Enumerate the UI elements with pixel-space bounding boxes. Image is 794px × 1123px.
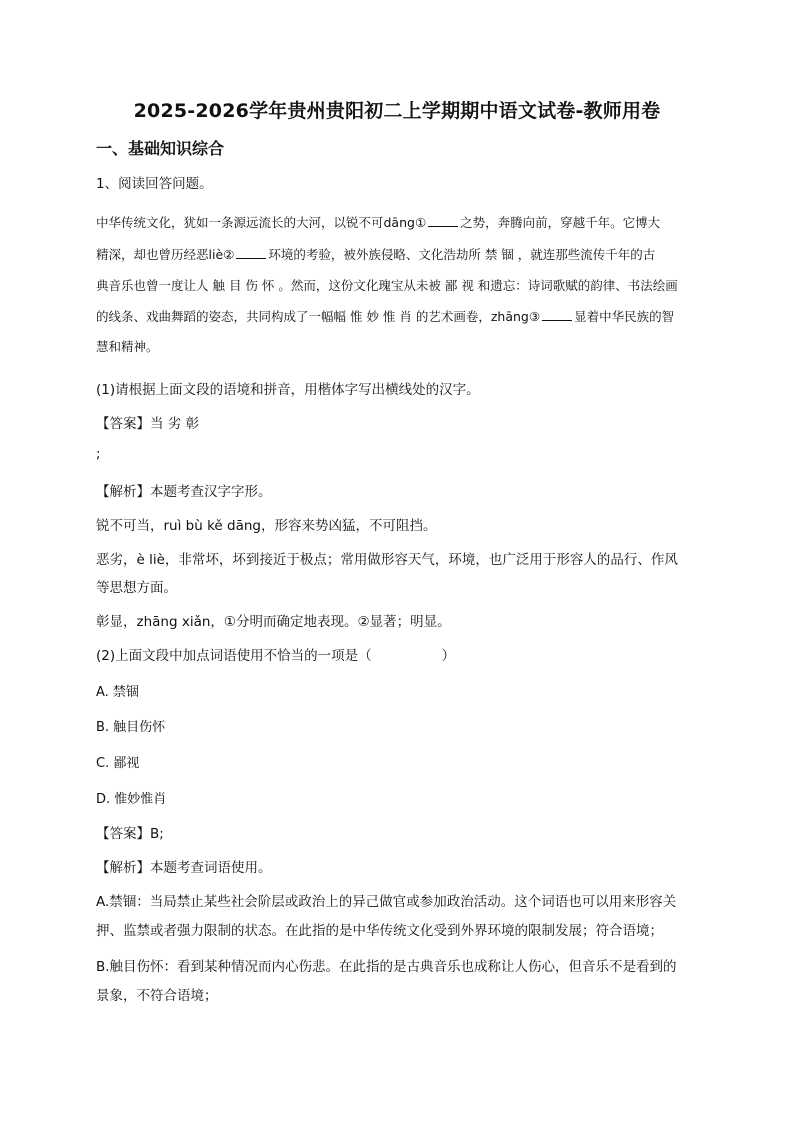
section-heading: 一、基础知识综合: [96, 139, 225, 158]
answer-label: 【答案】: [96, 416, 150, 432]
separator: ;: [96, 446, 101, 462]
analysis-a-line-1: A.禁锢：当局禁止某些社会阶层或政治上的异己做官或参加政治活动。这个词语也可以用来形容关: [96, 894, 677, 910]
passage-text: 的线条、戏曲舞蹈的姿态，共同构成了一幅幅 惟 妙 惟 肖 的艺术画卷，zhāng③: [96, 309, 541, 324]
passage-text: 环境的考验，被外族侵略、文化浩劫所 禁 锢 ，就连那些流传千年的古: [268, 247, 656, 262]
fill-blank-3[interactable]: [542, 309, 572, 321]
passage-text: 中华传统文化，犹如一条源远流长的大河，以锐不可dāng①: [96, 215, 427, 230]
analysis-b-line-1: B.触目伤怀：看到某种情况而内心伤悲。在此指的是古典音乐也成称让人伤心，但音乐不是看到的: [96, 959, 677, 975]
passage-line-2: [96, 245, 702, 263]
document-title: 2025-2026学年贵州贵阳初二上学期期中语文试卷-教师用卷: [133, 100, 661, 122]
explanation-2a: 恶劣，è liè，非常坏，坏到接近于极点；常用做形容天气，环境，也广泛用于形容人的品行、作风: [96, 552, 678, 568]
option-d: D. 惟妙惟肖: [96, 792, 167, 807]
sub-question-1: (1)请根据上面文段的语境和拼音，用楷体字写出横线处的汉字。: [96, 382, 480, 398]
passage-line-1: [96, 213, 702, 231]
explanation-3: 彰显，zhāng xiǎn，①分明而确定地表现。②显著；明显。: [96, 614, 451, 630]
answer-2: [96, 822, 164, 842]
answer-label: 【答案】: [96, 826, 150, 842]
analysis-label: 【解析】: [96, 860, 150, 876]
sub-question-2: [96, 644, 455, 664]
analysis-2: [96, 856, 272, 876]
fill-blank-1[interactable]: [428, 215, 458, 227]
question-bracket-end: ）: [441, 648, 456, 664]
passage-text: 显着中华民族的智: [574, 309, 675, 324]
question-text: (2)上面文段中加点词语使用不恰当的一项是（: [96, 648, 372, 664]
option-a: A. 禁锢: [96, 685, 139, 700]
answer-1: [96, 412, 199, 432]
passage-line-5: 慧和精神。: [96, 339, 159, 354]
analysis-text: 本题考查词语使用。: [150, 860, 272, 876]
explanation-2b: 等思想方面。: [96, 580, 177, 596]
question-1-prompt: 1、阅读回答问题。: [96, 176, 213, 192]
explanation-1: 锐不可当，ruì bù kě dāng，形容来势凶猛，不可阻挡。: [96, 518, 437, 534]
analysis-a-line-2: 押、监禁或者强力限制的状态。在此指的是中华传统文化受到外界环境的限制发展；符合语境；: [96, 923, 663, 939]
passage-text: 精深，却也曾历经恶liè②: [96, 247, 235, 262]
analysis-text: 本题考查汉字字形。: [150, 484, 272, 500]
passage-line-3: 典音乐也曾一度让人 触 目 伤 怀 。然而，这份文化瑰宝从未被 鄙 视 和遗忘：诗词歌赋的韵律、书法绘画: [96, 278, 678, 293]
passage-text: 之势，奔腾向前，穿越千年。它博大: [460, 215, 661, 230]
option-b: B. 触目伤怀: [96, 720, 166, 735]
analysis-label: 【解析】: [96, 484, 150, 500]
fill-blank-2[interactable]: [236, 247, 266, 259]
analysis-1: [96, 480, 272, 500]
passage-line-4: [96, 307, 702, 325]
analysis-b-line-2: 景象，不符合语境；: [96, 988, 218, 1004]
option-c: C. 鄙视: [96, 756, 140, 771]
answer-text: 当 劣 彰: [150, 416, 200, 432]
answer-text: B;: [150, 826, 164, 842]
